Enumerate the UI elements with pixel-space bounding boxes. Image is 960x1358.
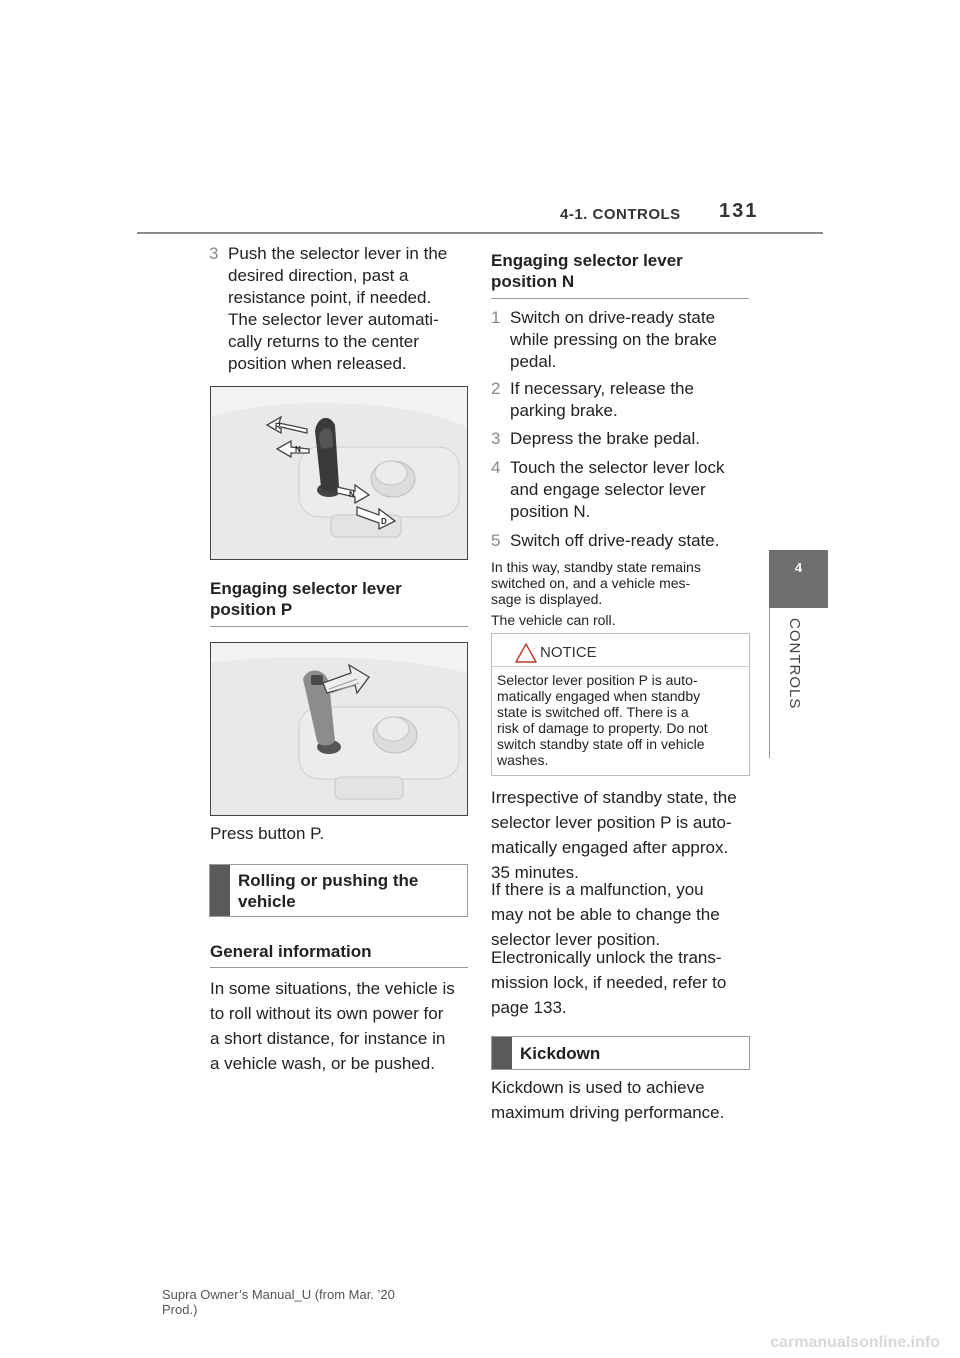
right-step-3	[491, 428, 749, 450]
heading-line: Engaging selector lever	[491, 251, 683, 270]
heading-line: Rolling or pushing the	[238, 871, 419, 890]
text-line: switch standby state off in vehicle	[497, 736, 705, 752]
step-line: parking brake.	[510, 401, 618, 420]
step-line: pedal.	[510, 352, 557, 371]
selector-lever-directions-figure	[210, 386, 468, 560]
step-line: Switch on drive-ready state	[510, 308, 716, 327]
section-title: 4-1. CONTROLS	[560, 206, 681, 223]
step-line: while pressing on the brake	[510, 330, 717, 349]
step-number: 4	[491, 458, 501, 477]
text-line: to roll without its own power for	[210, 1004, 444, 1023]
footer-manual-title	[162, 1287, 395, 1317]
chapter-tab	[769, 550, 828, 608]
text-line: washes.	[497, 752, 549, 768]
step-line: Switch off drive-ready state.	[510, 531, 720, 550]
watermark: carmanualsonline.info	[770, 1334, 940, 1351]
heading-marker	[210, 865, 230, 916]
text-line: In some situations, the vehicle is	[210, 979, 455, 998]
header-divider	[137, 232, 823, 234]
step-line: resistance point, if needed.	[228, 288, 432, 307]
page-number: 131	[719, 200, 759, 222]
heading-marker	[492, 1037, 512, 1069]
heading-text: Kickdown	[520, 1044, 601, 1063]
left-step-3	[209, 243, 469, 375]
direction-label-r: R	[275, 422, 281, 431]
general-information-text	[210, 976, 472, 1076]
step-number: 5	[491, 531, 501, 550]
text-line: Irrespective of standby state, the	[491, 788, 737, 807]
text-line: Electronically unlock the trans-	[491, 948, 722, 967]
step-line: If necessary, release the	[510, 379, 694, 398]
warning-triangle-icon	[515, 643, 537, 663]
text-line: risk of damage to property. Do not	[497, 720, 708, 736]
heading-engaging-p	[210, 578, 468, 627]
chapter-tab-label: CONTROLS	[786, 618, 803, 710]
text-line: selector lever position P is auto-	[491, 813, 732, 832]
heading-engaging-n	[491, 250, 749, 299]
right-step-4	[491, 457, 749, 523]
heading-general-information: General information	[210, 941, 468, 968]
text-line: 35 minutes.	[491, 863, 579, 882]
standby-paragraph	[491, 785, 753, 885]
text-line: may not be able to change the	[491, 905, 720, 924]
heading-line: position N	[491, 272, 575, 291]
kickdown-text	[491, 1075, 753, 1125]
direction-label-n-up: N	[295, 445, 301, 454]
unlock-paragraph	[491, 945, 753, 1020]
heading-line: vehicle	[238, 892, 296, 911]
text-line: mission lock, if needed, refer to	[491, 973, 727, 992]
notice-divider	[492, 666, 749, 667]
step-number: 1	[491, 308, 501, 327]
text-line: state is switched off. There is a	[497, 704, 689, 720]
step-number: 3	[491, 429, 501, 448]
step-line: and engage selector lever	[510, 480, 706, 499]
notice-body	[497, 672, 747, 768]
text-line: sage is displayed.	[491, 591, 603, 607]
text-line: maximum driving performance.	[491, 1103, 725, 1122]
step-line: position when released.	[228, 354, 407, 373]
heading-line: position P	[210, 600, 293, 619]
text-line: switched on, and a vehicle mes-	[491, 575, 691, 591]
text-line: matically engaged when standby	[497, 688, 701, 704]
step-number: 2	[491, 379, 501, 398]
text-line: If there is a malfunction, you	[491, 880, 704, 899]
button-p-illustration	[211, 643, 467, 815]
footer-line: Supra Owner’s Manual_U (from Mar. ’20	[162, 1287, 395, 1302]
text-line: a short distance, for instance in	[210, 1029, 446, 1048]
notice-box	[491, 633, 750, 776]
footer-line: Prod.)	[162, 1302, 198, 1317]
step-line: Push the selector lever in the	[228, 244, 448, 263]
malfunction-paragraph	[491, 877, 753, 952]
text-line: a vehicle wash, or be pushed.	[210, 1054, 435, 1073]
roll-note: The vehicle can roll.	[491, 612, 616, 628]
heading-kickdown	[491, 1036, 750, 1070]
notice-title: NOTICE	[540, 644, 597, 661]
chapter-tab-line	[769, 608, 770, 758]
press-button-p-text: Press button P.	[210, 824, 325, 843]
text-line: matically engaged after approx.	[491, 838, 729, 857]
step-line: position N.	[510, 502, 591, 521]
selector-lever-illustration	[211, 387, 467, 559]
step-line: The selector lever automati-	[228, 310, 439, 329]
direction-label-n-down: N	[349, 490, 355, 499]
text-line: page 133.	[491, 998, 567, 1017]
heading-rolling-pushing	[209, 864, 468, 917]
text-line: selector lever position.	[491, 930, 661, 949]
step-number: 3	[209, 244, 219, 263]
standby-note	[491, 559, 753, 607]
step-line: cally returns to the center	[228, 332, 419, 351]
step-line: Depress the brake pedal.	[510, 429, 700, 448]
text-line: In this way, standby state remains	[491, 559, 701, 575]
right-step-2	[491, 378, 749, 422]
text-line: Selector lever position P is auto-	[497, 672, 698, 688]
right-step-1	[491, 307, 749, 373]
right-step-5	[491, 530, 749, 552]
chapter-tab-number: 4	[794, 560, 803, 575]
heading-line: Engaging selector lever	[210, 579, 402, 598]
press-button-p-figure	[210, 642, 468, 816]
step-line: Touch the selector lever lock	[510, 458, 725, 477]
text-line: Kickdown is used to achieve	[491, 1078, 705, 1097]
direction-label-d: D	[381, 517, 387, 526]
step-line: desired direction, past a	[228, 266, 409, 285]
